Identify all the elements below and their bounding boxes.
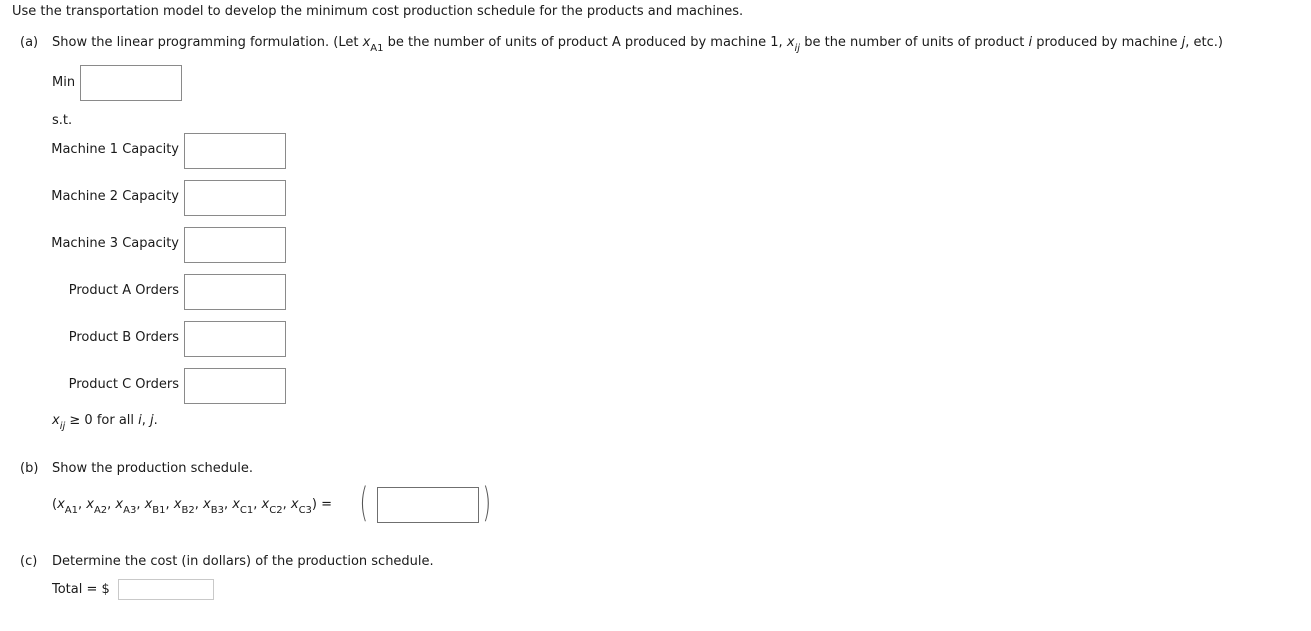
- product-a-orders-input[interactable]: [184, 274, 286, 310]
- part-b-marker: (b): [20, 461, 39, 476]
- nonneg-var: x: [52, 413, 60, 428]
- schedule-var-sub: B1: [152, 505, 166, 516]
- part-a-text-3: be the number of units of product: [800, 35, 1029, 50]
- product-a-orders-label: Product A Orders: [68, 283, 179, 298]
- machine-3-capacity-label: Machine 3 Capacity: [51, 236, 179, 251]
- schedule-var-x: x: [173, 497, 182, 512]
- intro-text: Use the transportation model to develop the minimum cost production schedule for the products and machines.: [12, 4, 744, 19]
- schedule-var-sub: A3: [123, 505, 137, 516]
- schedule-var-x: x: [86, 497, 94, 512]
- part-a-text-5: , etc.): [1185, 35, 1223, 50]
- schedule-var-sub: B3: [210, 505, 224, 516]
- schedule-var-sub: C3: [298, 505, 312, 516]
- var-x-a1: x: [362, 35, 371, 50]
- var-x-ij: x: [786, 35, 795, 50]
- machine-1-capacity-input[interactable]: [184, 133, 286, 169]
- product-c-orders-label: Product C Orders: [68, 377, 179, 392]
- product-c-orders-input[interactable]: [184, 368, 286, 404]
- right-paren: ): [482, 480, 492, 526]
- part-a-text-4: produced by machine: [1032, 35, 1182, 50]
- schedule-var-x: x: [290, 497, 299, 512]
- schedule-var-x: x: [261, 497, 270, 512]
- machine-1-capacity-label: Machine 1 Capacity: [51, 142, 179, 157]
- part-c-marker: (c): [20, 554, 38, 569]
- schedule-var-x: x: [144, 497, 153, 512]
- nonneg-comma: ,: [141, 413, 151, 428]
- nonneg-text: ≥ 0 for all: [65, 413, 139, 428]
- machine-3-capacity-input[interactable]: [184, 227, 286, 263]
- part-b-text: Show the production schedule.: [52, 461, 254, 476]
- part-c-text: Determine the cost (in dollars) of the production schedule.: [52, 554, 434, 569]
- nonneg-i: i: [138, 413, 142, 428]
- schedule-var-sub: B2: [181, 505, 195, 516]
- var-j: j: [1181, 35, 1186, 50]
- schedule-var-x: x: [57, 497, 65, 512]
- nonneg-end: .: [153, 413, 158, 428]
- schedule-var-sub: C1: [239, 505, 254, 516]
- nonneg-sub: ij: [59, 421, 66, 432]
- product-b-orders-input[interactable]: [184, 321, 286, 357]
- st-label: s.t.: [52, 113, 73, 128]
- schedule-var-x: x: [203, 497, 211, 512]
- machine-2-capacity-label: Machine 2 Capacity: [51, 189, 179, 204]
- schedule-var-x: x: [115, 497, 124, 512]
- sub-a1: A1: [370, 43, 384, 54]
- nonneg-j: j: [150, 413, 154, 428]
- left-paren: (: [359, 480, 369, 526]
- production-schedule-input[interactable]: [377, 487, 479, 523]
- schedule-var-sub: C2: [269, 505, 283, 516]
- schedule-var-x: x: [232, 497, 240, 512]
- machine-2-capacity-input[interactable]: [184, 180, 286, 216]
- schedule-equals: =: [321, 497, 333, 512]
- nonnegativity-constraint: [52, 413, 158, 432]
- var-i: i: [1028, 35, 1033, 50]
- part-a-instructions: [52, 35, 1223, 54]
- product-b-orders-label: Product B Orders: [68, 330, 179, 345]
- schedule-variable-tuple: ($x_{A1}$, $x_{A2}$, $x_{A3}$, $x_{B1}$, $x_{B2}$, $x_{B3}$, $x_{C1}$, $x_{C2}$, $x_{C3}$) =: [52, 497, 333, 516]
- objective-function-input[interactable]: [80, 65, 182, 101]
- part-a-text-1: Show the linear programming formulation. (Let: [52, 35, 363, 50]
- sub-ij: ij: [794, 43, 801, 54]
- total-label: Total = $: [52, 582, 110, 597]
- min-label: Min: [52, 75, 76, 90]
- total-cost-input[interactable]: [118, 579, 214, 600]
- schedule-var-sub: A2: [93, 505, 108, 516]
- part-a-text-2: be the number of units of product A produced by machine 1,: [383, 35, 787, 50]
- part-a-marker: (a): [20, 35, 39, 50]
- schedule-var-sub: A1: [64, 505, 78, 516]
